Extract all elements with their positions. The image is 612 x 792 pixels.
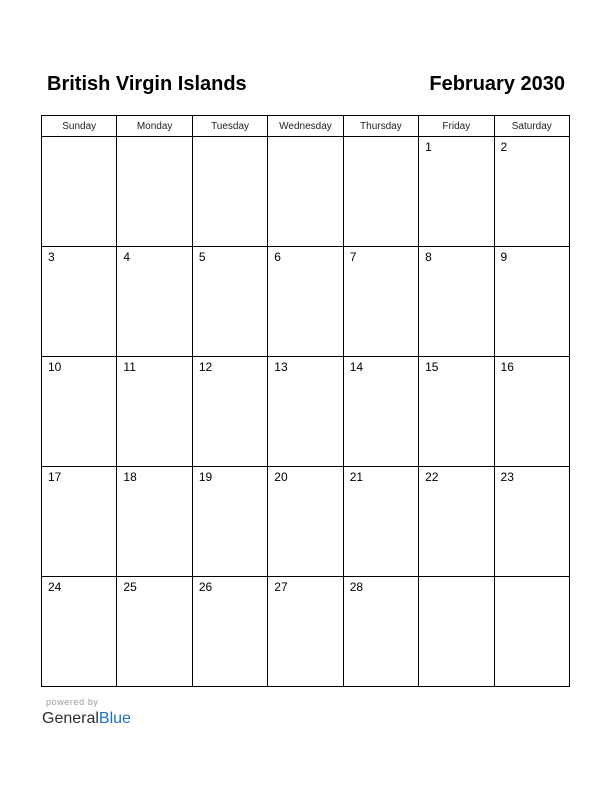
weekday-header: Sunday	[42, 116, 117, 137]
month-title: February 2030	[429, 73, 565, 95]
weekday-header: Friday	[419, 116, 494, 137]
footer-branding	[42, 697, 131, 729]
weekday-header: Thursday	[343, 116, 418, 137]
day-cell	[494, 467, 569, 577]
weekday-header-row	[42, 116, 570, 137]
day-cell	[419, 357, 494, 467]
day-cell	[42, 137, 117, 247]
day-number: 23	[500, 470, 514, 484]
week-row	[42, 357, 570, 467]
day-number: 21	[349, 470, 364, 484]
day-cell	[419, 577, 494, 687]
weekday-header: Monday	[117, 116, 192, 137]
day-cell	[343, 467, 418, 577]
day-cell	[117, 577, 192, 687]
weekday-header: Wednesday	[268, 116, 343, 137]
day-cell	[42, 577, 117, 687]
day-cell	[192, 137, 267, 247]
day-cell	[42, 467, 117, 577]
brand-general: General	[42, 710, 99, 727]
week-row	[42, 137, 570, 247]
day-number: 12	[198, 360, 213, 374]
day-number	[42, 137, 116, 140]
day-cell	[343, 247, 418, 357]
day-number: 25	[123, 580, 137, 594]
day-number: 16	[500, 360, 514, 374]
day-number: 10	[48, 360, 62, 374]
week-row	[42, 247, 570, 357]
day-number: 1	[425, 140, 432, 154]
powered-by-text: powered by	[46, 697, 99, 707]
day-cell	[494, 357, 569, 467]
day-cell	[268, 467, 343, 577]
day-number: 6	[274, 250, 281, 264]
day-cell	[192, 247, 267, 357]
day-number: 8	[425, 250, 432, 264]
day-cell	[117, 357, 192, 467]
day-cell	[268, 137, 343, 247]
day-cell	[268, 577, 343, 687]
day-cell	[494, 137, 569, 247]
day-number: 9	[500, 250, 508, 264]
day-cell	[268, 247, 343, 357]
day-number: 5	[198, 250, 206, 264]
day-number	[117, 137, 191, 140]
day-number	[419, 577, 493, 580]
day-number: 7	[349, 250, 357, 264]
calendar-grid	[41, 115, 570, 687]
weekday-header: Saturday	[494, 116, 569, 137]
day-number: 20	[274, 470, 288, 484]
day-number: 17	[48, 470, 62, 484]
day-number: 22	[425, 470, 439, 484]
day-number	[344, 137, 418, 140]
day-number: 11	[123, 360, 136, 374]
day-cell	[419, 137, 494, 247]
day-cell	[117, 467, 192, 577]
day-cell	[343, 577, 418, 687]
weekday-header: Tuesday	[192, 116, 267, 137]
day-cell	[343, 137, 418, 247]
day-number	[495, 577, 569, 580]
country-title: British Virgin Islands	[47, 73, 247, 95]
week-row	[42, 577, 570, 687]
brand-logo	[42, 709, 131, 729]
day-cell	[343, 357, 418, 467]
day-cell	[192, 577, 267, 687]
day-cell	[117, 247, 192, 357]
day-cell	[42, 247, 117, 357]
brand-blue: Blue	[98, 710, 131, 727]
day-number: 14	[349, 360, 364, 374]
day-number: 28	[349, 580, 364, 594]
day-number: 13	[274, 360, 288, 374]
day-number: 27	[274, 580, 288, 594]
day-number: 26	[198, 580, 213, 594]
day-cell	[494, 577, 569, 687]
day-cell	[494, 247, 569, 357]
day-number: 19	[198, 470, 213, 484]
day-number	[268, 137, 342, 140]
day-number: 15	[425, 360, 439, 374]
day-cell	[192, 357, 267, 467]
day-cell	[192, 467, 267, 577]
day-cell	[419, 247, 494, 357]
day-number: 2	[500, 140, 508, 154]
day-cell	[117, 137, 192, 247]
day-cell	[419, 467, 494, 577]
day-number: 4	[123, 250, 131, 264]
day-cell	[42, 357, 117, 467]
day-cell	[268, 357, 343, 467]
day-number: 3	[48, 250, 55, 264]
day-number	[193, 137, 267, 140]
day-number: 24	[48, 580, 62, 594]
week-row	[42, 467, 570, 577]
day-number: 18	[123, 470, 137, 484]
